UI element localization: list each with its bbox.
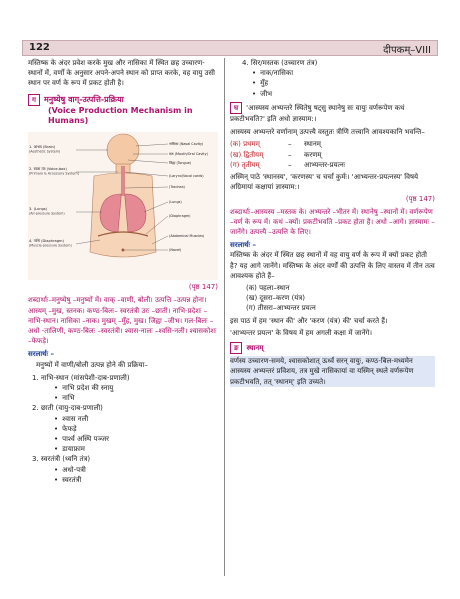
list-item: 2. छाती (वायु-दाब-प्रणाली) • श्वास नली • फेफड़े • पार्श्व अस्थि पञ्जर • डायाफ्राम	[28, 403, 218, 454]
list-item: (ख) दूसरा–करण (यंत्र)	[246, 294, 305, 303]
list-item: (ग) तृतीयम् – आभ्यन्तर-प्रयत्नः	[230, 160, 346, 169]
section-label: ग	[28, 94, 40, 106]
item-4-sublist	[230, 68, 435, 99]
para-discussion: अस्मिन् पाठे 'स्थानस्य', 'करणस्य' च चर्चां कुर्मः। 'आभ्यन्तर-प्रयत्नस्य' विषये अग्रिमायां कक्षायां ज्ञास्याम:।	[230, 173, 419, 192]
section-label: घ	[230, 102, 242, 114]
section-gha	[230, 102, 435, 124]
saralarth-heading-left: सरलार्थः –	[28, 350, 54, 359]
list-item: • मुँह	[230, 78, 435, 88]
list-item: 1. नाभि-स्थान (मांसपेशी-दाब-प्रणाली) • नाभि प्रदेश की स्नायु • नाभि	[28, 373, 218, 404]
right-column	[230, 58, 435, 387]
list-item: 3. स्वरतंत्री (ध्वनि तंत्र) • अधो-पत्री • स्वरतंत्री	[28, 454, 218, 485]
list-item: (ग) तीसरा–आभ्यन्तर प्रयत्न	[246, 304, 316, 313]
para-next-class: 'आभ्यन्तर प्रयत्न' के विषय में हम अगली कक्षा में जानेंगे।	[230, 328, 373, 337]
three-elements-hindi	[230, 283, 435, 314]
book-title: दीपकम्–VIII	[383, 45, 431, 56]
fig-label-r5: (Trachea)	[169, 185, 185, 190]
list-item: (क) प्रथमम् – स्थानम्	[230, 140, 321, 149]
voice-mechanism-figure	[28, 132, 218, 280]
fig-label-l3b: (Air-pressure System)	[29, 211, 65, 216]
fig-label-r9: (Navel)	[169, 248, 182, 253]
figure-page-ref-right: (पृष्ठ 147)	[405, 195, 435, 204]
final-paragraph: वर्णस्य उच्चारण-समये, श्वासकोशात् ऊर्ध्वं सरन् वायुः, कण्ठ-बिल-मध्यमेन आस्यस्य अभ्यन्तरं प्रविशय, तत्र मुखे नासिकायां वा यस्मिन् स्थले वर्णरूपेण प्रकटीभवति, तत् 'स्थानम्' इति उच्यते।	[230, 356, 435, 387]
list-item: (क) पहला–स्थान	[246, 284, 290, 293]
fig-label-r2: कठ (Mouth/Oral Cavity)	[169, 152, 208, 157]
fig-label-l1: 1. आश्रय (Brain)	[29, 145, 56, 150]
fig-label-l4: 4. नाभि (Diaphragm)	[29, 239, 64, 244]
para-three-elements: आस्यस्य अभ्यन्तरे वर्णानाम् उत्पत्त्यै वस्तुतः त्रीणि तत्त्वानि आवश्यकानि भवन्ति–	[230, 128, 425, 137]
fig-label-r1: नासिका (Nasal Cavity)	[169, 142, 204, 147]
section-ga-heading	[28, 94, 218, 127]
para-lesson: इस पाठ में हम 'स्थान की' और 'करण (यंत्र) की' चर्चा करते हैं।	[230, 316, 388, 325]
vocab-block-left: शब्दार्थाः–मनुष्येषु –मनुष्यों में। वाक् –वाणी, बोली। उत्पत्ति –उत्पन्न होना। आस्यम् –मुख, स्तनक। कण्ठ-बिलः– स्वरतंत्री उरः –छाती। नाभि-प्रदेशः –नाभि-स्थान। नासिका –नाक। मुखम् –मुँह, मुख। जिह्वा –जीभ। गल-बिलः –अधो -तालिणी, कण्ठ-बिलः –स्वरतंत्री। श्वास-नालः –श्वसि-नली। श्वासकोशः –फेफड़े।	[28, 296, 217, 346]
fig-label-r8: (Abdominal Muscles)	[169, 234, 205, 239]
section-ka-title: स्थानम्	[246, 344, 264, 353]
fig-label-r3: जिह्वा (Tongue)	[169, 161, 192, 166]
left-column	[28, 58, 218, 485]
fig-label-r7: (Diaphragm)	[169, 214, 191, 219]
item-4-heading: 4. सिर/मस्तक (उच्चारण तंत्र)	[242, 59, 318, 67]
fig-label-l2: 2. स्वास तंत्र (Voice-box)	[29, 167, 67, 172]
process-list	[28, 373, 218, 485]
figure-page-ref: (पृष्ठ 147)	[188, 283, 218, 292]
page-number: 122	[29, 42, 50, 53]
list-item: • जीभ	[230, 89, 435, 99]
saralarth-text-left: मनुष्यों में वाणी/बोली उत्पन्न होने की प्रक्रिया–	[36, 360, 148, 369]
fig-label-l2b: (Primary & Accessory System)	[29, 171, 79, 176]
column-divider	[224, 58, 225, 576]
section-subtitle: (Voice Production Mechanism in Humans)	[48, 105, 193, 126]
fig-label-l3: 3. (Lungs)	[29, 207, 48, 212]
anatomy-illustration	[28, 132, 218, 280]
saralarth-heading-right: सरलार्थः –	[230, 241, 256, 250]
section-title: मनुष्येषु वाग्-उत्पत्ति-प्रक्रिया	[43, 94, 124, 104]
list-item: • नाक/नासिका	[230, 68, 435, 78]
intro-paragraph: मस्तिष्क के अंदर प्रवेश करके मुख और नासिका में स्थित छह उच्चारण-स्थानों में, वर्णों के अनुसार अपने-अपने स्थान को प्राप्त करके, वह वायु उसी स्थान पर वर्ण के रूप में प्रकट होती है।	[28, 59, 215, 88]
fig-label-r6: (Lungs)	[169, 200, 182, 205]
saralarth-text-right: मस्तिष्क के अंदर में स्थित छह स्थानों में वह वायु वर्ण के रूप में क्यों प्रकट होती है? यह आगे जानेंगे। मस्तिष्क के अंदर वर्णों की उत्पत्ति के लिए वास्तव में तीन तत्व आवश्यक होते हैं–	[230, 251, 435, 280]
fig-label-l1b: (Aesthetic System)	[29, 149, 61, 154]
three-elements-sanskrit	[230, 139, 435, 170]
page-header	[22, 40, 438, 56]
vocab-block-right: शब्दार्थाः–आस्यस्य –मस्तक के। अभ्यन्तरे –भीतर में। स्थानेषु –स्थानों में। वर्णरूपेण –वर्ण के रूप में। कथं –क्यों। प्रकटीभवति –प्रकट होता है। अधो –आगे। ज्ञास्यामः –जानेंगे। उत्पत्त्यै –उत्पत्ति के लिए।	[230, 207, 435, 237]
fig-label-l4b: (Muscle-pressure System)	[29, 243, 72, 248]
list-item: (ख) द्वितीयम् – करणम्	[230, 150, 322, 159]
section-gha-text: 'आस्यस्य अभ्यन्तरे स्थितेषु षट्सु स्थानेषु सः वायुः वर्णरूपेण कथं प्रकटीभवति?' इति अधो ज्ञास्याम:।	[230, 103, 405, 124]
fig-label-r4: (Larynx/Vocal cords)	[169, 174, 204, 179]
section-label: ङ	[230, 342, 242, 354]
section-ka-heading	[230, 342, 435, 354]
